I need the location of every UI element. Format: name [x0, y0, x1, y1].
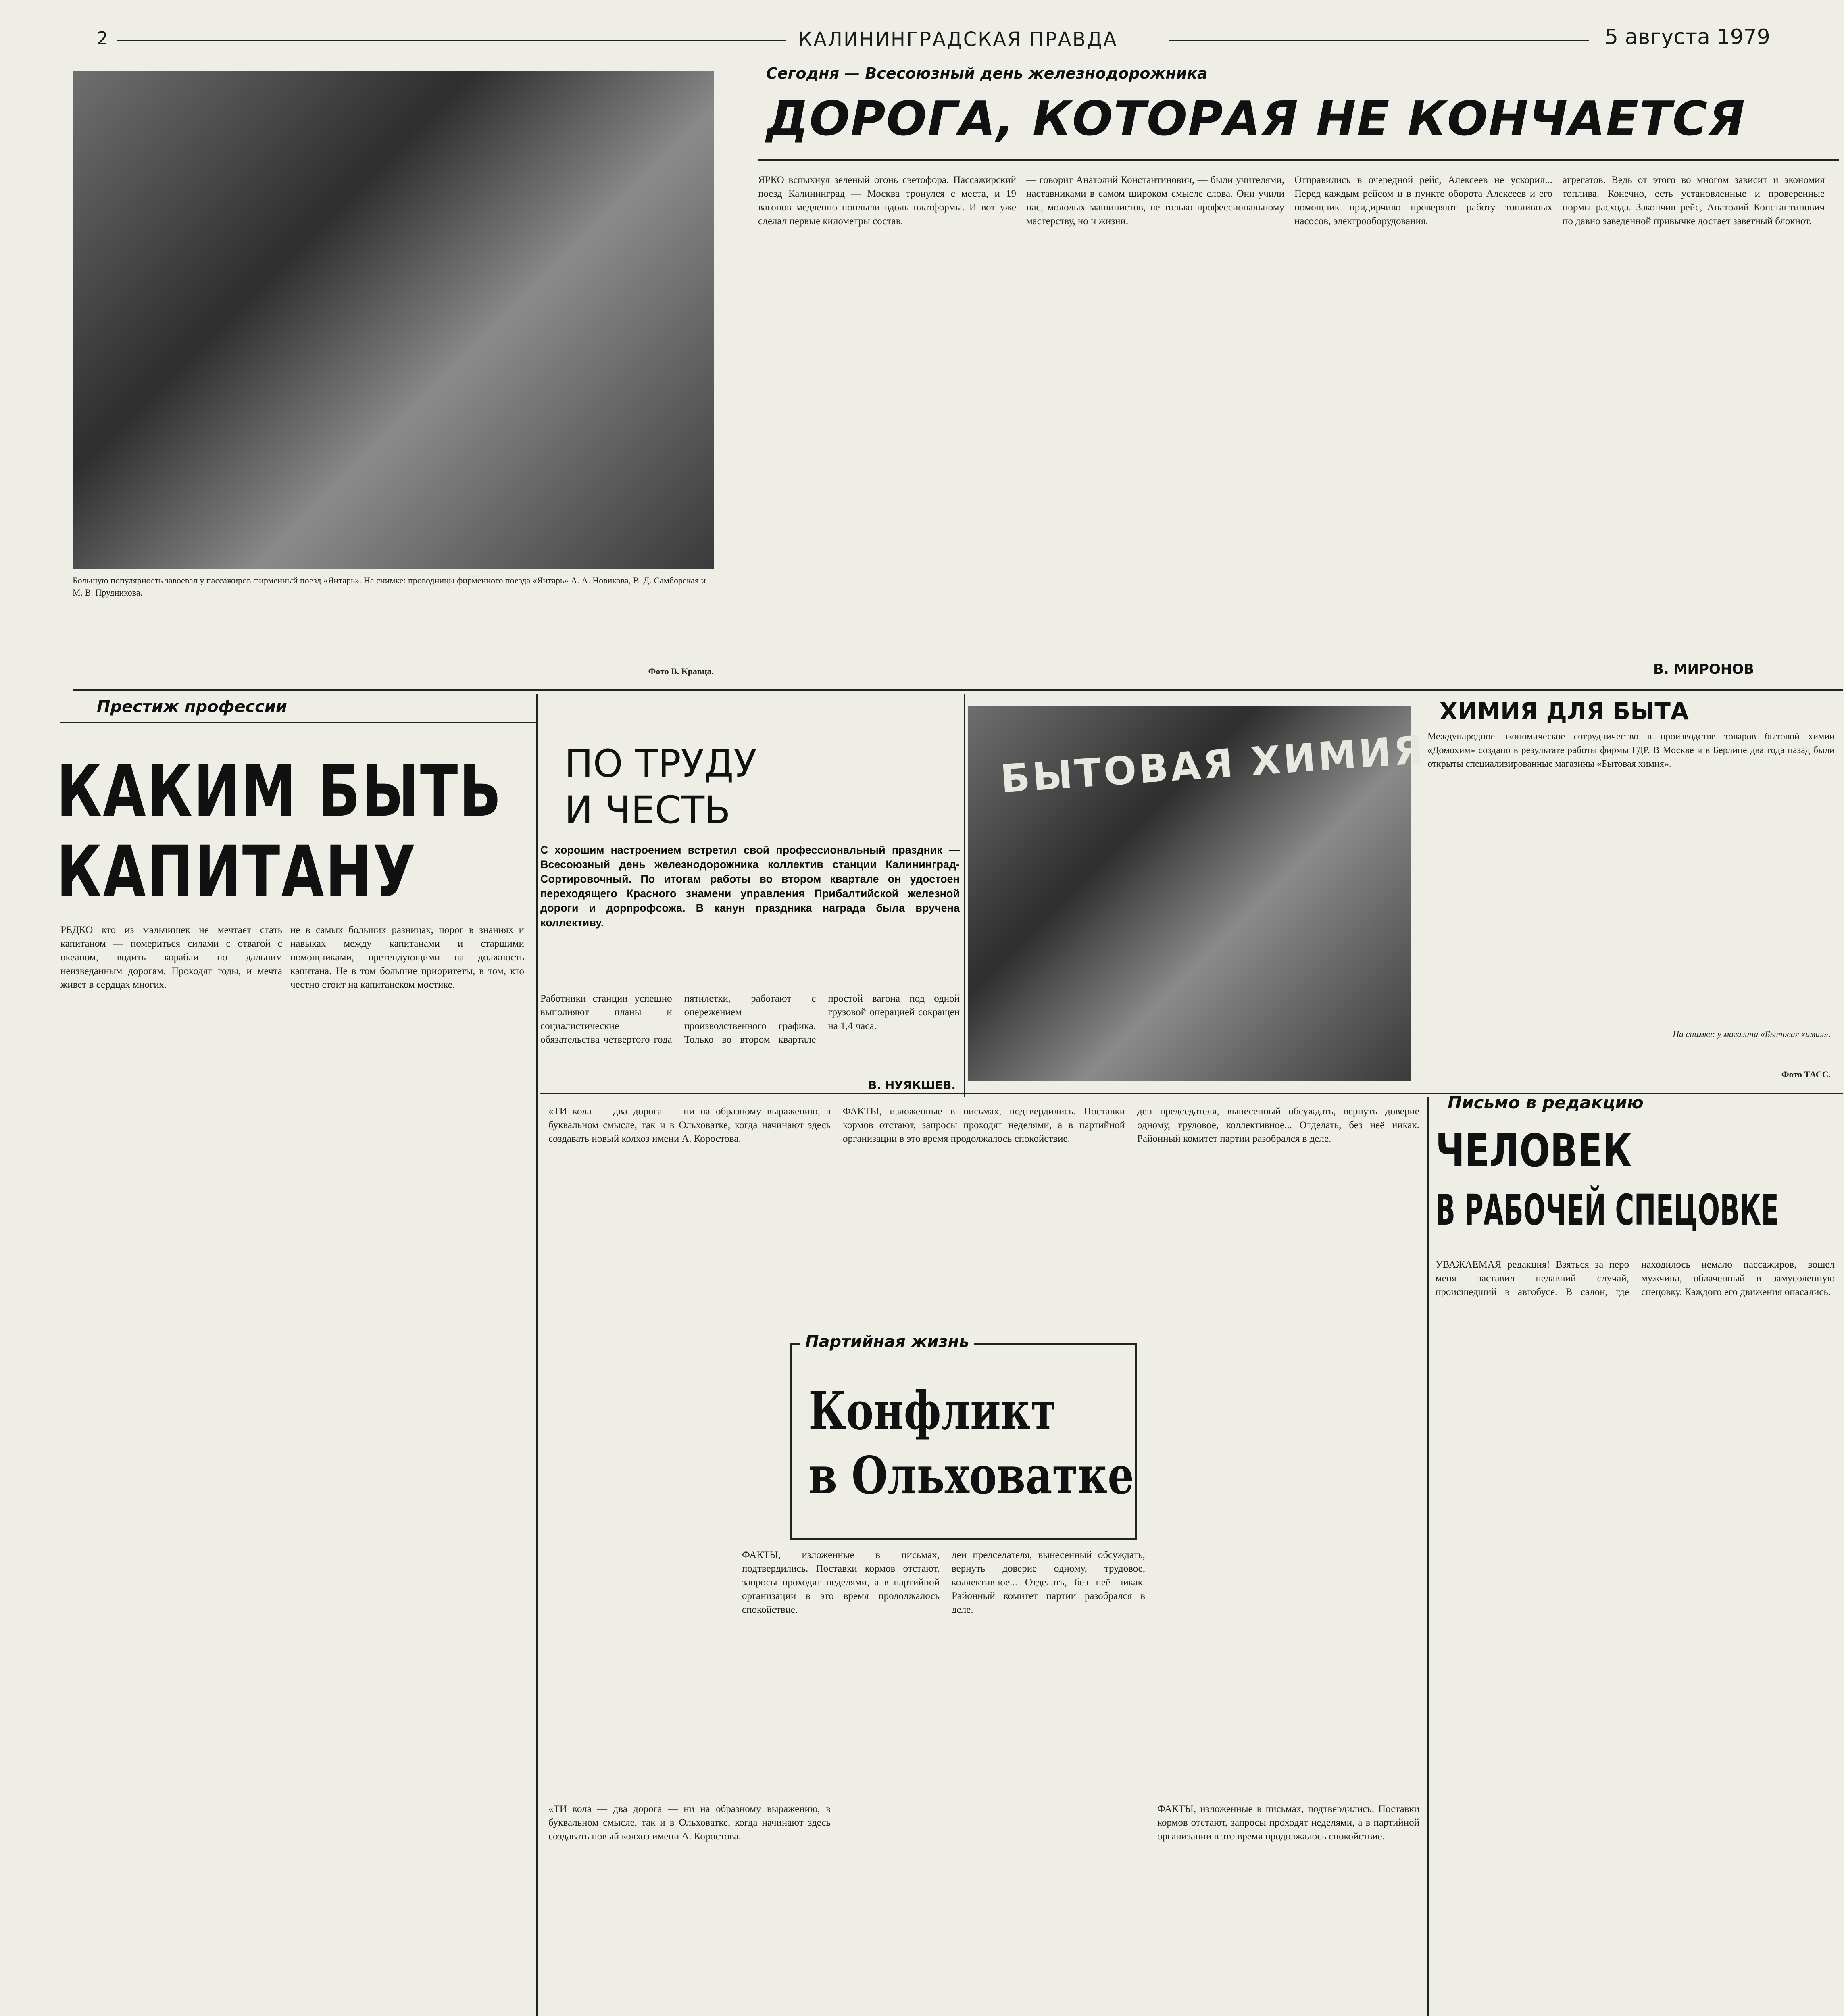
captain-headline-line1: КАКИМ БЫТЬ	[56, 750, 503, 833]
conflict-body-col-c: ден председателя, вынесенный обсуждать, вернуть доверие одному, трудовое, коллективное... Отделать, без неё никак. Районный комитет партии разобрался в деле.	[952, 1549, 1145, 1615]
labor-headline-line2: И ЧЕСТЬ	[565, 788, 731, 832]
masthead-rule-right	[1169, 40, 1589, 41]
labor-signature: В. НУЯКШЕВ.	[868, 1079, 956, 1092]
newspaper-title: КАЛИНИНГРАДСКАЯ ПРАВДА	[798, 28, 1118, 51]
letter-kicker: Письмо в редакцию	[1448, 1093, 1644, 1112]
letter-column-rule	[1427, 1097, 1429, 2016]
conflict-headline-line2: в Ольховатке	[808, 1445, 1134, 1506]
conflict-headline-line1: Конфликт	[808, 1381, 1056, 1441]
railway-body-col-2: — говорит Анатолий Константинович, — были учителями, наставниками в самом широком смысле слова. Они учили нас, молодых машинистов, не только профессиональному мастерству, но и жизни.	[1026, 175, 1284, 227]
conflict-body-col-b: ФАКТЫ, изложенные в письмах, подтвердились. Поставки кормов отстают, запросы проходят неделями, а в партийной организации в это время продолжалось спокойствие.	[742, 1549, 940, 1615]
captain-kicker: Престиж профессии	[97, 698, 287, 716]
section-divider-2	[540, 1093, 1843, 1094]
issue-date: 5 августа 1979	[1605, 25, 1770, 49]
captain-body-col-2: не в самых больших разницах, порог в знаниях и навыках между капитанами и старшими помощниками, претендующими на должность капитана. Не в том большие приоритеты, в том, кто честно стоит на капитанском мостике.	[290, 925, 524, 990]
chemistry-headline: ХИМИЯ ДЛЯ БЫТА	[1440, 698, 1689, 725]
page-number: 2	[97, 28, 108, 49]
conflict-body-col-a: «ТИ кола — два дорога — ни на образному выражению, в буквальном смысле, так и в Ольховатке, когда начинают здесь создавать новый колхоз имени А. Коростова.	[548, 1804, 831, 1842]
railway-kicker: Сегодня — Всесоюзный день железнодорожника	[766, 65, 1208, 82]
chemistry-shop-sign: БЫТОВАЯ ХИМИЯ	[999, 727, 1427, 802]
masthead-rule-left	[117, 40, 786, 41]
railway-headline-rule	[758, 159, 1839, 161]
railway-headline: ДОРОГА, КОТОРАЯ НЕ КОНЧАЕТСЯ	[766, 91, 1746, 146]
conflict-kicker: Партийная жизнь	[800, 1333, 974, 1351]
conflict-body-intro-1: «ТИ кола — два дорога — ни на образному выражению, в буквальном смысле, так и в Ольховатке, когда начинают здесь создавать новый колхоз имени А. Коростова.	[548, 1106, 831, 1144]
railway-body-col-4: агрегатов. Ведь от этого во многом зависит и экономия топлива. Конечно, есть установленные и проверенные нормы расхода. Закончив рейс, Анатолий Константинович по давно заведенной привычке достает заветный блокнот.	[1563, 175, 1825, 227]
letter-headline-line1: ЧЕЛОВЕК	[1436, 1125, 1632, 1177]
labor-lead: С хорошим настроением встретил свой профессиональный праздник — Всесоюзный день железнодорожника коллектив станции Калининград-Сортировочный. По итогам работы во втором квартале он удостоен переходящего Красного знамени управления Прибалтийской железной дороги и дорпрофсожа. В канун праздника награда была вручена коллективу.	[540, 844, 960, 929]
labor-column-rule	[964, 694, 965, 1097]
conflict-headline-box	[790, 1333, 1137, 1540]
conflict-body-intro-3: ден председателя, вынесенный обсуждать, вернуть доверие одному, трудовое, коллективное... Отделать, без неё никак. Районный комитет партии разобрался в деле.	[1137, 1106, 1419, 1144]
chemistry-body: Международное экономическое сотрудничество в производстве товаров бытовой химии «Домохим» создано в результате работы фирмы ГДР. В Москве и в Берлине два года назад были открыты специализированные магазины «Бытовая химия».	[1427, 731, 1835, 769]
captain-column-rule	[536, 694, 538, 2016]
conductors-photo-caption: Большую популярность завоевал у пассажиров фирменный поезд «Янтарь». На снимке: проводницы фирменного поезда «Янтарь» А. А. Новикова, В. Д. Самборская и М. В. Прудникова.	[73, 575, 706, 598]
section-divider-1	[73, 689, 1843, 691]
letter-body: УВАЖАЕМАЯ редакция! Взяться за перо меня заставил недавний случай, происшедший в автобусе. В салон, где находилось немало пассажиров, вошел мужчина, облаченный в замусоленную спецовку. Каждого его движения опасались.	[1436, 1259, 1835, 1297]
railway-signature: В. МИРОНОВ	[1653, 661, 1754, 677]
captain-headline-line2: КАПИТАНУ	[56, 831, 417, 913]
conflict-body-intro-2: ФАКТЫ, изложенные в письмах, подтвердились. Поставки кормов отстают, запросы проходят неделями, а в партийной организации в это время продолжалось спокойствие.	[843, 1106, 1125, 1144]
railway-body-col-3: Отправились в очередной рейс, Алексеев не ускорил... Перед каждым рейсом и в пункте оборота Алексеев и его помощник придирчиво проверяют работу топливных насосов, электрооборудования.	[1294, 175, 1552, 227]
railway-body-col-1: ЯРКО вспыхнул зеленый огонь светофора. Пассажирский поезд Калининград — Москва тронулся с места, и 19 вагонов медленно поплыли вдоль платформы. И вот уже сделал первые километры состав.	[758, 175, 1016, 227]
conflict-body-col-d: ФАКТЫ, изложенные в письмах, подтвердились. Поставки кормов отстают, запросы проходят неделями, а в партийной организации в это время продолжалось спокойствие.	[1157, 1804, 1419, 1842]
captain-kicker-rule	[60, 722, 536, 723]
letter-headline-line2: В РАБОЧЕЙ СПЕЦОВКЕ	[1436, 1185, 1779, 1235]
conductors-photo-credit: Фото В. Кравца.	[648, 666, 714, 676]
chemistry-caption: На снимке: у магазина «Бытовая химия».	[1673, 1029, 1831, 1039]
captain-body-col-1: РЕДКО кто из мальчишек не мечтает стать капитаном — помериться силами с отвагой с океаном, водить корабли по дальним неизведанным дорогам. Проходят годы, и мечта живет в сердцах многих.	[60, 925, 282, 990]
labor-headline-line1: ПО ТРУДУ	[565, 742, 757, 786]
chemistry-credit: Фото ТАСС.	[1781, 1069, 1831, 1079]
labor-body: Работники станции успешно выполняют планы и социалистические обязательства четвертого года пятилетки, работают с опережением производственного графика. Только во втором квартале простой вагона под одной грузовой операцией сокращен на 1,4 часа.	[540, 993, 960, 1045]
conductors-photo	[73, 71, 714, 569]
